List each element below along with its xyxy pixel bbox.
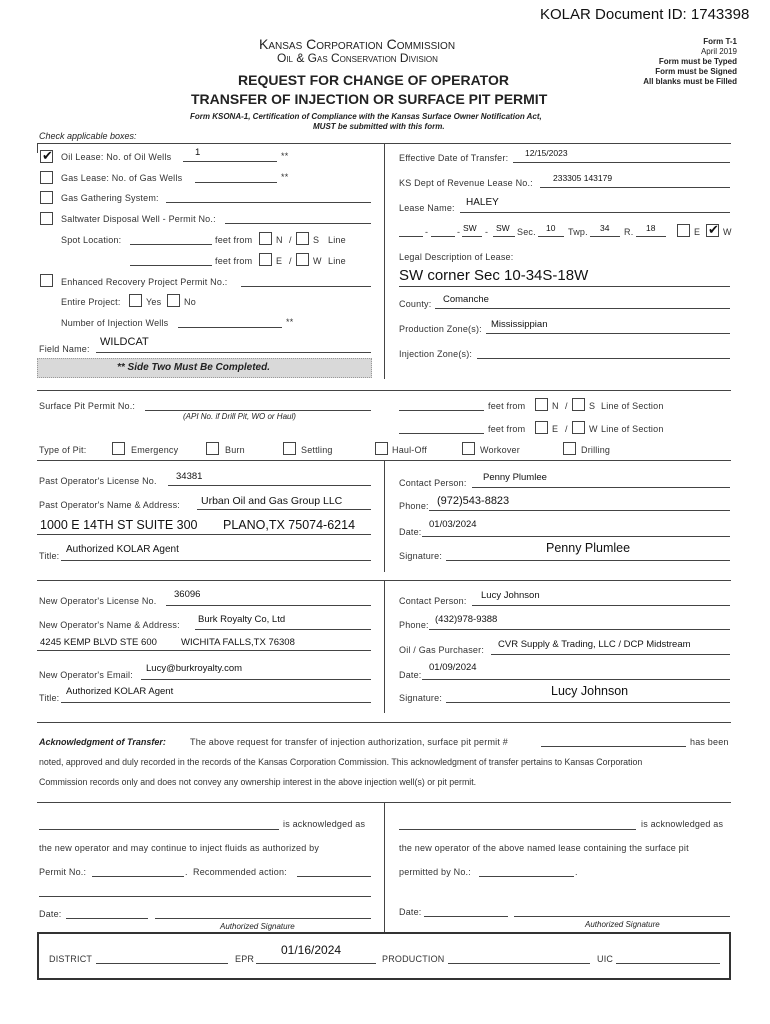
agency-name: Kansas Corporation Commission (259, 36, 456, 52)
footer-district-label: DISTRICT (49, 954, 93, 964)
new-license-label: New Operator's License No. (39, 596, 157, 606)
ack-text-2: noted, approved and duly recorded in the records of the Kansas Corporation Commission. This acknowledgment of transfer pertains to Kansas Corporation (39, 757, 643, 767)
new-title-label: Title: (39, 693, 60, 703)
injection-zone-line (477, 358, 730, 359)
spot-feet-ns-line (130, 244, 212, 245)
new-address-value[interactable]: 4245 KEMP BLVD STE 600 (40, 637, 157, 648)
form-date: April 2019 (700, 47, 737, 56)
saltwater-checkbox[interactable] (40, 212, 53, 225)
past-phone-value[interactable]: (972)543-8823 (437, 495, 510, 507)
new-signature-value[interactable]: Lucy Johnson (551, 684, 629, 698)
slash-separator: / (565, 424, 568, 434)
quarter-1-value: - (425, 227, 429, 237)
enhanced-permit-line (241, 286, 371, 287)
ksona-note-1: Form KSONA-1, Certification of Compliance with the Kansas Surface Owner Notification Act, (190, 112, 542, 121)
new-contact-label: Contact Person: (399, 596, 467, 606)
range-e-label: E (694, 227, 701, 237)
footer-epr-value[interactable]: 01/16/2024 (281, 943, 342, 957)
new-name-value[interactable]: Burk Royalty Co, Ltd (198, 614, 286, 625)
new-contact-line (472, 605, 730, 606)
past-contact-label: Contact Person: (399, 478, 467, 488)
pit-n-checkbox[interactable] (535, 398, 548, 411)
injection-wells-stars: ** (286, 317, 294, 327)
past-title-value[interactable]: Authorized KOLAR Agent (66, 544, 179, 555)
ack-right-name-line (399, 829, 636, 830)
past-signature-value[interactable]: Penny Plumlee (546, 541, 631, 555)
quarter-4-line (493, 236, 515, 237)
pit-s-checkbox[interactable] (572, 398, 585, 411)
ack-left-new-operator: the new operator and may continue to inject fluids as authorized by (39, 843, 320, 853)
ack-right-new-operator: the new operator of the above named lease containing the surface pit (399, 843, 689, 853)
ack-text-1: The above request for transfer of injection authorization, surface pit permit # (190, 737, 508, 747)
ack-left-is-ack: is acknowledged as (283, 819, 366, 829)
ack-left-name-line (39, 829, 279, 830)
gas-gathering-checkbox[interactable] (40, 191, 53, 204)
footer-epr-label: EPR (235, 954, 255, 964)
ks-dept-line (540, 187, 730, 188)
production-zone-label: Production Zone(s): (399, 324, 482, 334)
quarter-2-line (431, 236, 455, 237)
ack-right-permitted-label: permitted by No.: (399, 867, 471, 877)
ack-has-been: has been (690, 737, 729, 747)
spot-feet-from-ew: feet from (215, 256, 253, 266)
pit-type-drilling-label: Drilling (581, 445, 611, 455)
period-separator: . (185, 867, 188, 877)
pit-feet-ns-line (399, 410, 484, 411)
pit-s-label: S (589, 401, 596, 411)
ack-top-border (37, 722, 731, 723)
surface-pit-line (145, 410, 371, 411)
entire-project-yes-checkbox[interactable] (129, 294, 142, 307)
past-name-address-label: Past Operator's Name & Address: (39, 500, 180, 510)
new-name-address-label: New Operator's Name & Address: (39, 620, 180, 630)
spot-feet-ew-line (130, 265, 212, 266)
injection-wells-label: Number of Injection Wells (61, 318, 169, 328)
ack-left-date-line (66, 918, 148, 919)
pit-feet-from-ew: feet from (488, 424, 526, 434)
effective-date-line (513, 162, 730, 163)
entire-project-yes-label: Yes (146, 297, 162, 307)
past-contact-value[interactable]: Penny Plumlee (483, 472, 547, 483)
new-date-value[interactable]: 01/09/2024 (429, 662, 477, 673)
range-value[interactable]: 18 (646, 223, 656, 233)
past-license-label: Past Operator's License No. (39, 476, 157, 486)
pit-type-workover-label: Workover (480, 445, 520, 455)
new-signature-label: Signature: (399, 693, 443, 703)
form-number: Form T-1 (703, 37, 737, 46)
saltwater-permit-line (225, 223, 371, 224)
spot-location-label: Spot Location: (61, 235, 122, 245)
entire-project-no-checkbox[interactable] (167, 294, 180, 307)
quarter-3-value[interactable]: SW (496, 223, 510, 233)
legal-desc-value[interactable]: SW corner Sec 10-34S-18W (399, 267, 589, 284)
new-date-line (422, 679, 730, 680)
effective-date-label: Effective Date of Transfer: (399, 153, 509, 163)
new-address-line (37, 650, 371, 651)
ksona-note-2: MUST be submitted with this form. (313, 122, 445, 131)
document-id: KOLAR Document ID: 1743398 (540, 6, 750, 23)
past-contact-line (472, 487, 730, 488)
pit-type-burn-checkbox[interactable] (206, 442, 219, 455)
quarter-dash: - (457, 227, 461, 237)
range-e-checkbox[interactable] (677, 224, 690, 237)
ack-right-permitted-line (479, 876, 574, 877)
pit-w-label: W (589, 424, 598, 434)
ack-left-recommended-line (297, 876, 371, 877)
spot-s-checkbox[interactable] (296, 232, 309, 245)
saltwater-label: Saltwater Disposal Well - Permit No.: (61, 214, 216, 224)
pit-type-hauloff-checkbox[interactable] (375, 442, 388, 455)
new-contact-value[interactable]: Lucy Johnson (481, 590, 540, 601)
spot-w-checkbox[interactable] (296, 253, 309, 266)
quarter-1-line (399, 236, 423, 237)
sec-label: Sec. (517, 227, 536, 237)
past-license-line (168, 485, 371, 486)
new-email-line (141, 679, 371, 680)
ack-right-date-label: Date: (399, 907, 422, 917)
new-title-line (61, 702, 371, 703)
pit-type-workover-checkbox[interactable] (462, 442, 475, 455)
pit-e-checkbox[interactable] (535, 421, 548, 434)
gas-wells-stars: ** (281, 172, 289, 182)
surface-pit-label: Surface Pit Permit No.: (39, 401, 136, 411)
pit-feet-ew-line (399, 433, 484, 434)
new-phone-label: Phone: (399, 620, 429, 630)
spot-line-ew: Line (328, 256, 346, 266)
range-w-label: W (723, 227, 732, 237)
spot-s-label: S (313, 235, 320, 245)
oil-lease-checkbox[interactable] (40, 150, 53, 163)
twp-line (590, 236, 620, 237)
spot-w-label: W (313, 256, 322, 266)
entire-project-label: Entire Project: (61, 297, 121, 307)
period-separator: . (575, 867, 578, 877)
quarter-dash: - (485, 227, 489, 237)
new-city-value[interactable]: WICHITA FALLS,TX 76308 (181, 637, 295, 648)
slash-separator: / (289, 235, 292, 245)
new-email-label: New Operator's Email: (39, 670, 133, 680)
lease-name-value[interactable]: HALEY (466, 197, 499, 208)
ack-right-is-ack: is acknowledged as (641, 819, 724, 829)
pit-feet-from-ns: feet from (488, 401, 526, 411)
past-license-value[interactable]: 34381 (176, 471, 203, 482)
spot-n-checkbox[interactable] (259, 232, 272, 245)
ack-boxes-divider (384, 802, 385, 932)
twp-label: Twp. (568, 227, 588, 237)
past-address-line (37, 534, 371, 535)
ack-left-date-label: Date: (39, 909, 62, 919)
quarter-2-value[interactable]: SW (463, 223, 477, 233)
gas-wells-line (195, 182, 277, 183)
division-name: Oil & Gas Conservation Division (277, 51, 438, 65)
gas-gathering-line (166, 202, 371, 203)
lease-name-label: Lease Name: (399, 203, 455, 213)
new-date-label: Date: (399, 670, 422, 680)
slash-separator: / (289, 256, 292, 266)
top-left-border (37, 143, 38, 153)
spot-e-checkbox[interactable] (259, 253, 272, 266)
range-w-checkbox[interactable] (706, 224, 719, 237)
past-signature-label: Signature: (399, 551, 443, 561)
ks-dept-value[interactable]: 233305 143179 (553, 173, 613, 183)
twp-value[interactable]: 34 (600, 223, 610, 233)
ack-left-recommended-label: Recommended action: (193, 867, 287, 877)
new-phone-value[interactable]: (432)978-9388 (435, 614, 498, 625)
spot-feet-from-ns: feet from (215, 235, 253, 245)
ack-left-permit-label: Permit No.: (39, 867, 87, 877)
oil-lease-label: Oil Lease: No. of Oil Wells (61, 152, 172, 162)
footer-epr-line (256, 963, 376, 964)
field-name-value[interactable]: WILDCAT (100, 336, 149, 348)
pit-type-label: Type of Pit: (39, 445, 87, 455)
past-title-label: Title: (39, 551, 60, 561)
pit-line-of-section-ew: Line of Section (601, 424, 664, 434)
ack-left-blank-line (39, 896, 371, 897)
legal-desc-label: Legal Description of Lease: (399, 252, 514, 262)
past-name-line (197, 509, 371, 510)
past-divider (384, 460, 385, 572)
past-signature-line (446, 560, 730, 561)
ack-pit-permit-line (541, 746, 686, 747)
past-phone-line (429, 510, 730, 511)
range-label: R. (624, 227, 634, 237)
enhanced-recovery-label: Enhanced Recovery Project Permit No.: (61, 277, 228, 287)
footer-production-line (448, 963, 590, 964)
county-value[interactable]: Comanche (443, 294, 489, 305)
pit-w-checkbox[interactable] (572, 421, 585, 434)
pit-type-burn-label: Burn (225, 445, 245, 455)
pit-line-of-section-ns: Line of Section (601, 401, 664, 411)
requirement-signed: Form must be Signed (655, 67, 737, 76)
new-purchaser-value[interactable]: CVR Supply & Trading, LLC / DCP Midstream (498, 639, 691, 650)
spot-line-ns: Line (328, 235, 346, 245)
footer-production-label: PRODUCTION (382, 954, 445, 964)
spot-n-label: N (276, 235, 283, 245)
ack-right-date-line (424, 916, 508, 917)
production-zone-line (486, 333, 730, 334)
oil-wells-value[interactable]: 1 (195, 147, 201, 158)
past-name-value[interactable]: Urban Oil and Gas Group LLC (201, 495, 343, 507)
effective-date-value[interactable]: 12/15/2023 (525, 148, 568, 158)
entire-project-no-label: No (184, 297, 196, 307)
legal-desc-line (399, 286, 730, 287)
past-phone-label: Phone: (399, 501, 429, 511)
check-boxes-label: Check applicable boxes: (39, 131, 137, 141)
pit-n-label: N (552, 401, 559, 411)
past-date-label: Date: (399, 527, 422, 537)
pit-type-settling-label: Settling (301, 445, 333, 455)
oil-wells-line (183, 161, 277, 162)
past-city-value[interactable]: PLANO,TX 75074-6214 (223, 518, 356, 532)
footer-uic-label: UIC (597, 954, 614, 964)
form-title-2: TRANSFER OF INJECTION OR SURFACE PIT PERMIT (191, 91, 548, 107)
pit-type-emergency-label: Emergency (131, 445, 179, 455)
pit-top-border (37, 390, 731, 391)
ack-left-auth-signature: Authorized Signature (220, 922, 295, 931)
new-phone-line (429, 629, 730, 630)
pit-e-label: E (552, 424, 559, 434)
production-zone-value[interactable]: Mississippian (491, 319, 548, 330)
footer-district-line (96, 963, 228, 964)
enhanced-recovery-checkbox[interactable] (40, 274, 53, 287)
ks-dept-label: KS Dept of Revenue Lease No.: (399, 178, 533, 188)
new-license-line (166, 605, 371, 606)
range-line (636, 236, 666, 237)
gas-lease-checkbox[interactable] (40, 171, 53, 184)
field-name-label: Field Name: (39, 344, 90, 354)
injection-zone-label: Injection Zone(s): (399, 349, 473, 359)
injection-wells-line (178, 327, 282, 328)
county-label: County: (399, 299, 432, 309)
field-name-line (96, 352, 371, 353)
new-signature-line (446, 702, 730, 703)
ack-left-signature-line (155, 918, 371, 919)
oil-wells-stars: ** (281, 151, 289, 161)
footer-uic-line (616, 963, 720, 964)
new-license-value[interactable]: 36096 (174, 589, 201, 600)
new-divider (384, 580, 385, 713)
new-name-line (195, 629, 371, 630)
sec-value[interactable]: 10 (546, 223, 556, 233)
pit-type-drilling-checkbox[interactable] (563, 442, 576, 455)
gas-lease-label: Gas Lease: No. of Gas Wells (61, 173, 183, 183)
ack-text-3: Commission records only and does not convey any ownership interest in the above injection well(s) or pit permit. (39, 777, 477, 787)
past-date-line (422, 536, 730, 537)
api-note: (API No. if Drill Pit, WO or Haul) (183, 412, 296, 421)
form-title-1: REQUEST FOR CHANGE OF OPERATOR (238, 72, 509, 88)
pit-type-hauloff-label: Haul-Off (392, 445, 427, 455)
spot-e-label: E (276, 256, 283, 266)
center-divider (384, 143, 385, 379)
ack-right-auth-signature: Authorized Signature (585, 920, 660, 929)
quarter-3-line (462, 236, 482, 237)
ack-right-signature-line (514, 916, 730, 917)
lease-name-line (460, 212, 730, 213)
pit-type-settling-checkbox[interactable] (283, 442, 296, 455)
past-title-line (61, 560, 371, 561)
pit-type-emergency-checkbox[interactable] (112, 442, 125, 455)
sec-line (538, 236, 564, 237)
slash-separator: / (565, 401, 568, 411)
side-two-text: ** Side Two Must Be Completed. (117, 362, 270, 373)
past-date-value[interactable]: 01/03/2024 (429, 519, 477, 530)
county-line (435, 308, 730, 309)
new-email-value[interactable]: Lucy@burkroyalty.com (146, 663, 243, 674)
gas-gathering-label: Gas Gathering System: (61, 193, 159, 203)
new-title-value[interactable]: Authorized KOLAR Agent (66, 686, 174, 697)
new-purchaser-label: Oil / Gas Purchaser: (399, 645, 485, 655)
requirement-filled: All blanks must be Filled (643, 77, 737, 86)
requirement-typed: Form must be Typed (658, 57, 737, 66)
ack-heading: Acknowledgment of Transfer: (39, 737, 166, 747)
new-purchaser-line (491, 654, 730, 655)
past-address-value[interactable]: 1000 E 14TH ST SUITE 300 (40, 518, 198, 532)
ack-left-permit-line (92, 876, 184, 877)
